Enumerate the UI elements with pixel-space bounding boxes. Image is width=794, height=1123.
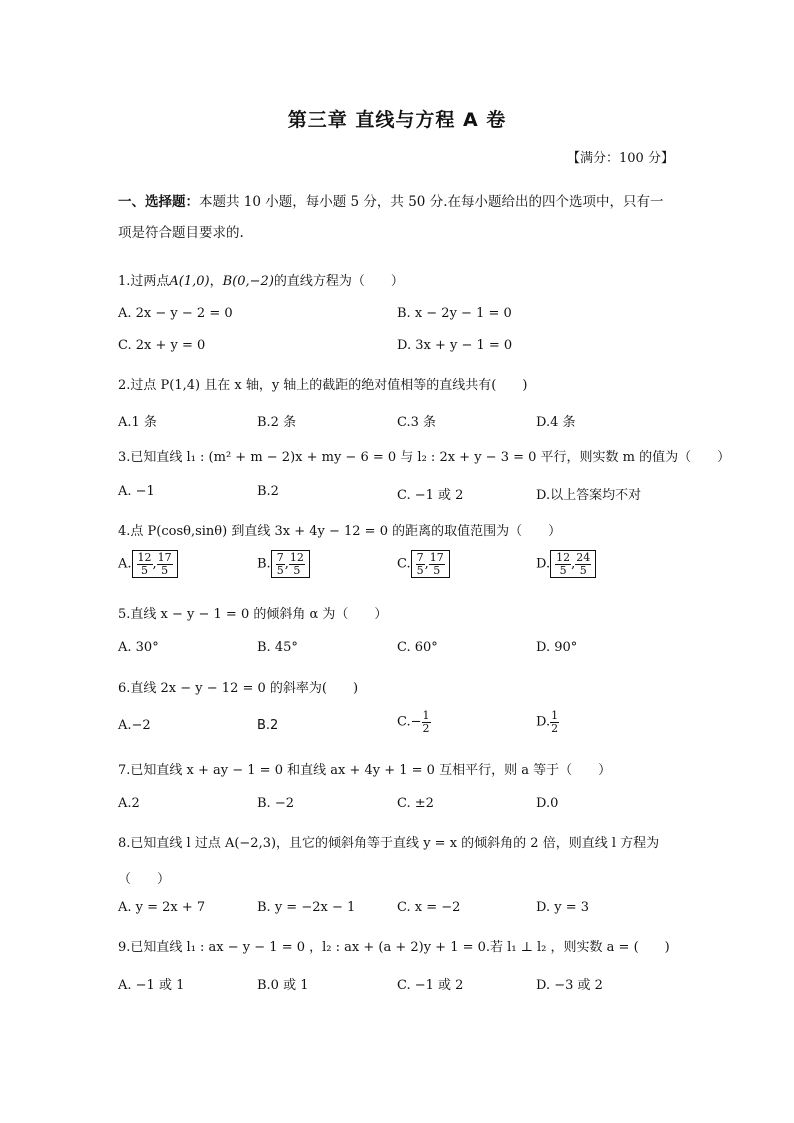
interval-bracket: $\frac{7}{5}$ , $\frac{12}{5}$: [271, 550, 310, 578]
q2-option-d[interactable]: D.4 条: [536, 415, 576, 430]
q3-option-a[interactable]: A. −1: [118, 484, 155, 499]
q1-option-b[interactable]: B. x − 2y − 1 = 0: [397, 306, 512, 321]
fraction: $\frac{7}{5}$: [276, 551, 284, 577]
interval-bracket: $\frac{12}{5}$ , $\frac{17}{5}$: [132, 550, 178, 578]
q5-option-b[interactable]: B. 45°: [257, 640, 298, 655]
q6-option-d[interactable]: D. $\frac{1}{2}$: [536, 709, 559, 735]
full-score: 【满分：100 分】: [567, 151, 674, 166]
q2-option-a[interactable]: A.1 条: [118, 415, 157, 430]
q4-option-d[interactable]: D. $\frac{12}{5}$ , $\frac{24}{5}$: [536, 550, 596, 578]
question-2: 2.过点 P(1,4) 且在 x 轴，y 轴上的截距的绝对值相等的直线共有( ): [118, 378, 528, 393]
q7-option-c[interactable]: C. ±2: [397, 796, 434, 811]
question-8: 8.已知直线 l 过点 A(−2,3)，且它的倾斜角等于直线 y = x 的倾斜角的 2 倍，则直线 l 方程为: [118, 836, 660, 851]
fraction: $\frac{12}{5}$: [289, 551, 304, 577]
question-3: 3.已知直线 l₁ : (m² + m − 2)x + my − 6 = 0 与 l₂ : 2x + y − 3 = 0 平行，则实数 m 的值为（ ）: [118, 450, 731, 465]
q6-option-b[interactable]: B.2: [257, 718, 279, 733]
fraction: $\frac{17}{5}$: [157, 551, 172, 577]
fraction: $\frac{7}{5}$: [416, 551, 424, 577]
section-intro-line1: 本题共 10 小题，每小题 5 分，共 50 分.在每小题给出的四个选项中，只有一: [199, 194, 664, 210]
q9-option-c[interactable]: C. −1 或 2: [397, 978, 464, 993]
section-intro-line2: 项是符合题目要求的.: [118, 225, 244, 241]
q2-option-b[interactable]: B.2 条: [257, 415, 297, 430]
q8-option-a[interactable]: A. y = 2x + 7: [118, 900, 206, 915]
fraction: $\frac{12}{5}$: [556, 551, 571, 577]
q4-option-c[interactable]: C. $\frac{7}{5}$ , $\frac{17}{5}$: [397, 550, 450, 578]
q9-option-b[interactable]: B.0 或 1: [257, 978, 309, 993]
q1-option-c[interactable]: C. 2x + y = 0: [118, 338, 206, 353]
q9-option-a[interactable]: A. −1 或 1: [118, 978, 185, 993]
fraction: $\frac{1}{2}$: [551, 709, 559, 735]
fraction: $\frac{12}{5}$: [137, 551, 152, 577]
section-heading: 一、选择题：: [118, 194, 199, 210]
q5-option-c[interactable]: C. 60°: [397, 640, 438, 655]
point-b: B(0,−2): [222, 274, 274, 289]
q9-option-d[interactable]: D. −3 或 2: [536, 978, 603, 993]
q7-option-d[interactable]: D.0: [536, 796, 559, 811]
interval-bracket: $\frac{12}{5}$ , $\frac{24}{5}$: [550, 550, 596, 578]
q3-option-d[interactable]: D.以上答案均不对: [536, 488, 642, 503]
q7-option-a[interactable]: A.2: [118, 796, 140, 811]
q2-option-c[interactable]: C.3 条: [397, 415, 437, 430]
q8-option-c[interactable]: C. x = −2: [397, 900, 461, 915]
page-title: 第三章 直线与方程 A 卷: [287, 109, 507, 131]
q4-option-b[interactable]: B. $\frac{7}{5}$ , $\frac{12}{5}$: [257, 550, 310, 578]
section-intro: [118, 190, 663, 210]
q4-option-a[interactable]: A. $\frac{12}{5}$ , $\frac{17}{5}$: [118, 550, 178, 578]
question-9: 9.已知直线 l₁ : ax − y − 1 = 0 ，l₂ : ax + (a + 2)y + 1 = 0.若 l₁ ⊥ l₂ ，则实数 a = ( ): [118, 940, 670, 955]
q7-option-b[interactable]: B. −2: [257, 796, 294, 811]
question-5: 5.直线 x − y − 1 = 0 的倾斜角 α 为（ ）: [118, 607, 388, 622]
fraction: $\frac{17}{5}$: [429, 551, 444, 577]
question-6: 6.直线 2x − y − 12 = 0 的斜率为( ): [118, 681, 359, 696]
q3-option-c[interactable]: C. −1 或 2: [397, 488, 464, 503]
interval-bracket: $\frac{7}{5}$ , $\frac{17}{5}$: [411, 550, 450, 578]
question-1: 1.过两点A(1,0)，B(0,−2)的直线方程为（ ）: [118, 274, 404, 289]
q1-option-a[interactable]: A. 2x − y − 2 = 0: [118, 306, 233, 321]
question-7: 7.已知直线 x + ay − 1 = 0 和直线 ax + 4y + 1 = 0 互相平行，则 a 等于（ ）: [118, 763, 612, 778]
point-a: A(1,0): [169, 274, 210, 289]
q8-option-d[interactable]: D. y = 3: [536, 900, 589, 915]
fraction: $\frac{24}{5}$: [576, 551, 591, 577]
fraction: $\frac{1}{2}$: [422, 709, 430, 735]
question-8-continuation: （ ）: [118, 872, 171, 887]
q6-option-a[interactable]: A.−2: [118, 718, 151, 733]
q8-option-b[interactable]: B. y = −2x − 1: [257, 900, 356, 915]
q5-option-d[interactable]: D. 90°: [536, 640, 578, 655]
q3-option-b[interactable]: B.2: [257, 484, 279, 499]
q6-option-c[interactable]: C.− $\frac{1}{2}$: [397, 709, 430, 735]
question-4: 4.点 P(cosθ,sinθ) 到直线 3x + 4y − 12 = 0 的距离的取值范围为（ ）: [118, 524, 562, 539]
q5-option-a[interactable]: A. 30°: [118, 640, 159, 655]
q1-option-d[interactable]: D. 3x + y − 1 = 0: [397, 338, 513, 353]
